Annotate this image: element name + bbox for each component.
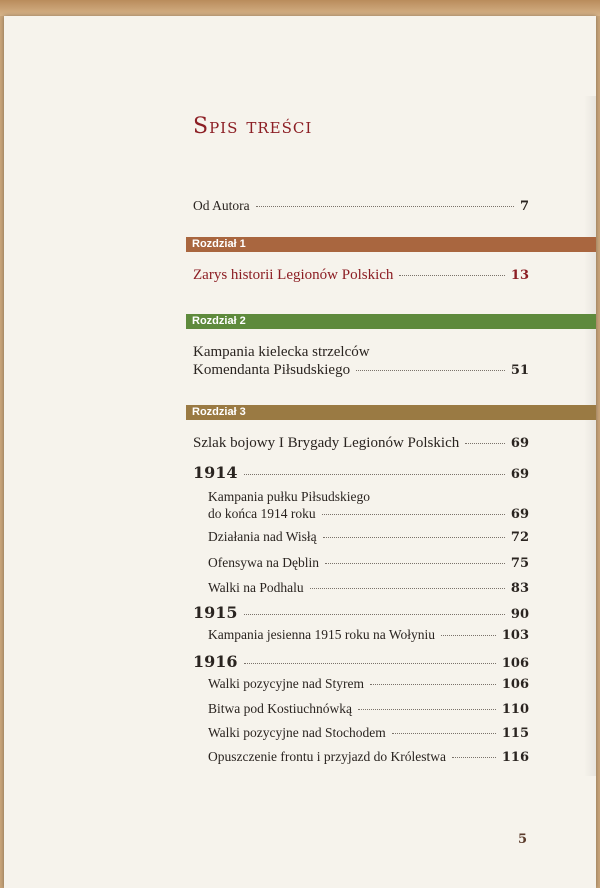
toc-entry-label: Walki pozycyjne nad Styrem xyxy=(208,676,364,691)
page-number: 5 xyxy=(518,832,528,847)
toc-entry-page: 7 xyxy=(519,199,529,214)
toc-entry-page: 90 xyxy=(510,607,529,622)
toc-year-label: 1916 xyxy=(193,652,238,671)
toc-entry-label: Opuszczenie frontu i przyjazd do Królestwa xyxy=(208,749,447,764)
toc-entry-1914-3 xyxy=(208,555,529,571)
toc-entry-1915-1 xyxy=(208,627,529,643)
toc-entry-page: 103 xyxy=(501,628,529,643)
leader-dots xyxy=(465,443,505,444)
toc-entry-page: 106 xyxy=(501,677,529,692)
leader-dots xyxy=(244,663,496,664)
toc-entry-intro xyxy=(193,198,529,214)
leader-dots xyxy=(392,733,496,734)
page-shadow xyxy=(584,96,596,776)
toc-entry-1916-2 xyxy=(208,701,529,717)
toc-entry-label: Komendanta Piłsudskiego xyxy=(193,362,351,378)
leader-dots xyxy=(310,588,505,589)
toc-entry-page: 110 xyxy=(501,702,529,717)
leader-dots xyxy=(244,614,505,615)
chapter-1-bar: Rozdział 1 xyxy=(186,237,596,252)
leader-dots xyxy=(452,757,496,758)
leader-dots xyxy=(358,709,496,710)
toc-entry-label: Zarys historii Legionów Polskich xyxy=(193,267,394,283)
toc-entry-page: 115 xyxy=(501,726,529,741)
toc-entry-label: Walki na Podhalu xyxy=(208,580,304,595)
toc-entry-1914-2 xyxy=(208,529,529,545)
leader-dots xyxy=(256,206,514,207)
toc-entry-1914-1 xyxy=(208,506,529,522)
leader-dots xyxy=(399,275,505,276)
toc-entry-page: 75 xyxy=(510,556,529,571)
toc-entry-1916-4 xyxy=(208,749,529,765)
toc-entry-chapter-1 xyxy=(193,267,529,284)
chapter-2-bar: Rozdział 2 xyxy=(186,314,596,329)
toc-entry-label: Kampania jesienna 1915 roku na Wołyniu xyxy=(208,627,435,642)
leader-dots xyxy=(356,370,505,371)
toc-entry-1914-1-line1: Kampania pułku Piłsudskiego xyxy=(208,489,370,504)
toc-entry-page: 72 xyxy=(510,530,529,545)
toc-entry-page: 51 xyxy=(510,363,529,378)
leader-dots xyxy=(323,537,505,538)
toc-entry-chapter-2 xyxy=(193,362,529,379)
toc-entry-page: 83 xyxy=(510,581,529,596)
toc-year-1916 xyxy=(193,652,529,671)
toc-entry-label: Szlak bojowy I Brygady Legionów Polskich xyxy=(193,435,460,451)
toc-entry-1914-4 xyxy=(208,580,529,596)
toc-entry-page: 69 xyxy=(510,467,529,482)
toc-year-1915 xyxy=(193,603,529,622)
toc-entry-page: 116 xyxy=(501,750,529,765)
leader-dots xyxy=(322,514,505,515)
toc-entry-page: 13 xyxy=(510,268,529,283)
toc-entry-label: Od Autora xyxy=(193,198,250,213)
toc-entry-1916-3 xyxy=(208,725,529,741)
toc-entry-label: Bitwa pod Kostiuchnówką xyxy=(208,701,352,716)
toc-entry-1916-1 xyxy=(208,676,529,692)
toc-entry-label: do końca 1914 roku xyxy=(208,506,316,521)
book-top-edge xyxy=(0,0,600,16)
toc-entry-page: 106 xyxy=(501,656,529,671)
leader-dots xyxy=(441,635,496,636)
toc-entry-label: Działania nad Wisłą xyxy=(208,529,317,544)
toc-entry-page: 69 xyxy=(510,507,529,522)
toc-year-label: 1915 xyxy=(193,603,238,622)
toc-year-label: 1914 xyxy=(193,463,238,482)
toc-entry-chapter-3 xyxy=(193,435,529,452)
leader-dots xyxy=(370,684,496,685)
toc-year-1914 xyxy=(193,463,529,482)
toc-entry-label: Ofensywa na Dęblin xyxy=(208,555,319,570)
chapter-3-bar: Rozdział 3 xyxy=(186,405,596,420)
leader-dots xyxy=(325,563,505,564)
toc-entry-page: 69 xyxy=(510,436,529,451)
leader-dots xyxy=(244,474,505,475)
page-title: Spis treści xyxy=(193,114,313,139)
toc-entry-label: Walki pozycyjne nad Stochodem xyxy=(208,725,386,740)
toc-entry-chapter-2-line1: Kampania kielecka strzelców xyxy=(193,344,370,360)
